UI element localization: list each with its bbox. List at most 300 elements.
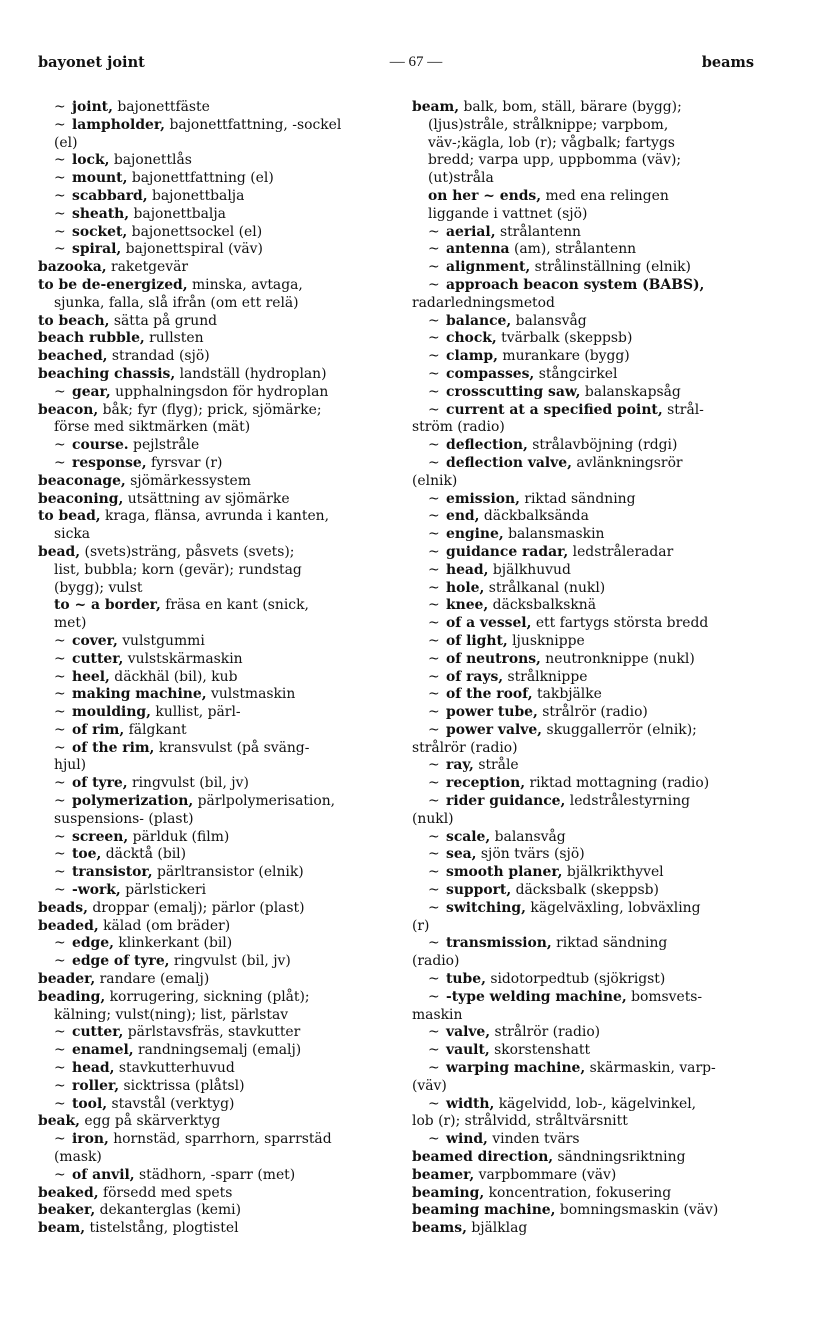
translation: stavstål (verktyg) [107,1095,235,1112]
dictionary-entry [38,117,398,135]
swung-dash: ~ [428,241,440,258]
translation: städhorn, -sparr (met) [134,1166,296,1183]
dictionary-entry [412,1185,764,1203]
translation: bredd; varpa upp, uppbomma (väv); [428,152,682,169]
swung-dash: ~ [428,330,440,347]
dictionary-entry [412,366,764,384]
dictionary-entry [38,900,398,918]
headword: mount, [72,170,128,187]
headword: tube, [446,971,486,988]
headword: aerial, [446,223,496,240]
translation: rullsten [144,330,204,347]
headword: joint, [72,99,113,115]
headword: beam, [38,1220,86,1237]
swung-dash: ~ [54,721,66,738]
translation: minska, avtaga, [187,276,303,293]
translation: kullist, pärl- [150,704,241,721]
dictionary-entry [38,277,398,295]
dictionary-entry [38,722,398,740]
page-number: — 67 — [389,54,443,70]
dictionary-entry [412,580,764,598]
translation: (mask) [54,1149,102,1166]
headword: beaker, [38,1202,96,1219]
swung-dash: ~ [428,988,440,1005]
swung-dash: ~ [54,1077,66,1094]
dictionary-entry [38,1060,398,1078]
translation: avlänkningsrör [571,454,683,471]
dictionary-entry [38,1131,398,1149]
translation: balk, bom, ställ, bärare (bygg); [459,99,682,115]
translation: randare (emalj) [95,971,210,988]
swung-dash: ~ [428,597,440,614]
dictionary-entry [38,259,398,277]
translation: riktad sändning [551,935,668,952]
headword: gear, [72,383,111,400]
swung-dash: ~ [54,1060,66,1077]
translation: tistelstång, plogtistel [85,1220,239,1237]
dictionary-entry [412,348,764,366]
translation: sicktrissa (plåtsl) [119,1077,245,1094]
swung-dash: ~ [428,312,440,329]
swung-dash: ~ [428,383,440,400]
headword: beam, [412,99,460,115]
translation: riktad sändning [519,490,636,507]
dictionary-entry [38,473,398,491]
dictionary-entry [412,989,764,1007]
translation: bjälkhuvud [488,561,571,578]
dictionary-entry [38,295,398,313]
translation: båk; fyr (flyg); prick, sjömärke; [98,401,322,418]
headword: power valve, [446,721,543,738]
swung-dash: ~ [54,1131,66,1148]
swung-dash: ~ [54,116,66,133]
dictionary-entry [38,224,398,242]
dictionary-entry [412,1131,764,1149]
swung-dash: ~ [428,971,440,988]
translation: strålrör (radio) [537,704,648,721]
headword: compasses, [446,365,535,382]
translation: ett fartygs största bredd [531,615,709,632]
translation: pärltransistor (elnik) [152,864,304,881]
swung-dash: ~ [54,241,66,258]
headword: support, [446,882,512,899]
headword: of rim, [72,721,125,738]
dictionary-entry [412,402,764,420]
translation: ringvulst (bil, jv) [169,953,291,970]
swung-dash: ~ [428,365,440,382]
headword: beaded, [38,917,99,934]
dictionary-entry [38,846,398,864]
headword: of light, [446,632,508,649]
running-head-left: bayonet joint [38,54,145,71]
swung-dash: ~ [54,775,66,792]
headword: to ~ a border, [54,597,161,614]
headword: to bead, [38,508,101,525]
swung-dash: ~ [428,526,440,543]
dictionary-entry [38,188,398,206]
translation: suspensions- (plast) [54,810,194,827]
translation: pärlpolymerisation, [193,793,336,810]
left-column [38,99,398,1238]
swung-dash: ~ [54,1166,66,1183]
translation: kraga, flänsa, avrunda i kanten, [100,508,330,525]
swung-dash: ~ [54,953,66,970]
translation: bomningsmaskin (väv) [555,1202,719,1219]
dictionary-entry [412,615,764,633]
headword: of the roof, [446,686,533,703]
dictionary-entry [38,99,398,117]
dictionary-entry [412,455,764,473]
swung-dash: ~ [428,828,440,845]
translation: lob (r); strålvidd, stråltvärsnitt [412,1113,628,1130]
translation: förse med siktmärken (mät) [54,419,251,436]
headword: beach rubble, [38,330,145,347]
dictionary-entry [38,135,398,153]
translation: vulstskärmaskin [123,650,243,667]
swung-dash: ~ [428,508,440,525]
swung-dash: ~ [54,739,66,756]
translation: bajonettfäste [112,99,210,115]
headword: beamer, [412,1166,475,1183]
swung-dash: ~ [54,704,66,721]
translation: skorstenshatt [489,1042,591,1059]
translation: sjön tvärs (sjö) [476,846,585,863]
translation: dekanterglas (kemi) [95,1202,242,1219]
headword: cover, [72,632,118,649]
translation: strålkanal (nukl) [484,579,606,596]
translation: kälad (om bräder) [98,917,231,934]
dictionary-entry [412,188,764,206]
dictionary-entry [412,241,764,259]
translation: korrugering, sickning (plåt); [105,988,310,1005]
swung-dash: ~ [428,721,440,738]
swung-dash: ~ [428,348,440,365]
dictionary-entry [412,508,764,526]
swung-dash: ~ [54,864,66,881]
translation: balansvåg [511,312,587,329]
dictionary-entry [38,829,398,847]
headword: cutter, [72,650,124,667]
dictionary-entry [412,918,764,936]
dictionary-entry [412,295,764,313]
translation: bajonettspiral (väv) [121,241,263,258]
swung-dash: ~ [428,935,440,952]
translation: skärmaskin, varp- [585,1060,716,1077]
headword: toe, [72,846,102,863]
translation: (el) [54,134,78,151]
translation: ledstrålestyrning [565,793,691,810]
swung-dash: ~ [428,259,440,276]
headword: response, [72,454,147,471]
swung-dash: ~ [428,668,440,685]
headword: of tyre, [72,775,128,792]
headword: beaconage, [38,472,126,489]
swung-dash: ~ [428,650,440,667]
swung-dash: ~ [428,632,440,649]
swung-dash: ~ [428,864,440,881]
dictionary-entry [38,491,398,509]
headword: clamp, [446,348,498,365]
headword: smooth planer, [446,864,563,881]
translation: radarledningsmetod [412,294,555,311]
headword: on her ~ ends, [428,187,542,204]
headword: heel, [72,668,110,685]
dictionary-entry [38,775,398,793]
translation: randningsemalj (emalj) [133,1042,302,1059]
swung-dash: ~ [428,1095,440,1112]
swung-dash: ~ [428,686,440,703]
headword: socket, [72,223,128,240]
translation: sjömärkessystem [125,472,251,489]
dictionary-entry [38,757,398,775]
dictionary-entry [412,864,764,882]
translation: tvärbalk (skeppsb) [496,330,633,347]
headword: antenna [446,241,510,258]
dictionary-entry [38,953,398,971]
right-column [412,99,764,1238]
swung-dash: ~ [428,704,440,721]
dictionary-entry [38,366,398,384]
translation: bajonettfattning, -sockel [165,116,342,133]
swung-dash: ~ [54,454,66,471]
dictionary-entry [412,1024,764,1042]
headword: of anvil, [72,1166,135,1183]
headword: approach beacon system (BABS), [446,276,705,293]
translation: däcksbalk (skeppsb) [511,882,659,899]
dictionary-entry [38,918,398,936]
dictionary-entry [412,1220,764,1238]
headword: sheath, [72,205,130,222]
headword: making machine, [72,686,207,703]
dictionary-entry [412,1113,764,1131]
translation: ström (radio) [412,419,505,436]
dictionary-entry [38,1078,398,1096]
dictionary-entry [38,704,398,722]
headword: emission, [446,490,520,507]
dictionary-entry [412,1042,764,1060]
headword: -work, [72,882,121,899]
swung-dash: ~ [54,1095,66,1112]
dictionary-entry [38,740,398,758]
translation: bomsvets- [626,988,703,1005]
dictionary-entry [412,117,764,135]
translation: däckbalksända [479,508,589,525]
dictionary-entry [38,615,398,633]
headword: beader, [38,971,96,988]
swung-dash: ~ [428,846,440,863]
dictionary-entry [38,562,398,580]
swung-dash: ~ [428,1131,440,1148]
translation: droppar (emalj); pärlor (plast) [87,899,305,916]
dictionary-entry [38,686,398,704]
translation: fyrsvar (r) [146,454,223,471]
swung-dash: ~ [54,205,66,222]
translation: klinkerkant (bil) [113,935,233,952]
dictionary-entry [412,829,764,847]
headword: tool, [72,1095,108,1112]
headword: vault, [446,1042,490,1059]
translation: (elnik) [412,472,458,489]
translation: strålantenn [495,223,581,240]
headword: chock, [446,330,497,347]
translation: (r) [412,917,430,934]
headword: width, [446,1095,495,1112]
dictionary-entry [38,348,398,366]
dictionary-entry [412,313,764,331]
headword: beaming, [412,1184,485,1201]
headword: beached, [38,348,108,365]
translation: neutronknippe (nukl) [540,650,695,667]
dictionary-entry [412,597,764,615]
headword: beams, [412,1220,467,1237]
swung-dash: ~ [428,793,440,810]
translation: sändningsriktning [553,1149,686,1166]
translation: raketgevär [106,259,189,276]
translation: strandad (sjö) [107,348,210,365]
translation: riktad mottagning (radio) [525,775,710,792]
swung-dash: ~ [54,99,66,115]
dictionary-entry [412,259,764,277]
translation: strålavböjning (rdgi) [527,437,678,454]
translation: (nukl) [412,810,454,827]
headword: lampholder, [72,116,166,133]
headword: to be de-energized, [38,276,188,293]
headword: deflection valve, [446,454,572,471]
dictionary-entry [38,1042,398,1060]
swung-dash: ~ [428,775,440,792]
headword: edge of tyre, [72,953,170,970]
translation: kransvulst (på sväng- [154,739,310,756]
swung-dash: ~ [54,437,66,454]
swung-dash: ~ [428,276,440,293]
swung-dash: ~ [54,650,66,667]
dictionary-entry [412,1096,764,1114]
dictionary-entry [38,971,398,989]
dictionary-entry [412,1060,764,1078]
dictionary-entry [38,1149,398,1167]
dictionary-entry [38,882,398,900]
headword: beading, [38,988,106,1005]
swung-dash: ~ [54,686,66,703]
dictionary-entry [38,580,398,598]
dictionary-entry [38,455,398,473]
translation: stångcirkel [534,365,618,382]
translation: hornstäd, sparrhorn, sparrstäd [108,1131,332,1148]
dictionary-entry [38,669,398,687]
swung-dash: ~ [428,437,440,454]
dictionary-entry [412,437,764,455]
translation: väv-;kägla, lob (r); vågbalk; fartygs [428,134,675,151]
headword: beaming machine, [412,1202,556,1219]
dictionary-entry [38,1096,398,1114]
translation: balansmaskin [503,526,605,543]
dictionary-entry [412,1149,764,1167]
headword: beads, [38,899,88,916]
translation: pejlstråle [128,437,200,454]
running-head-right: beams [701,54,754,71]
dictionary-entry [38,402,398,420]
swung-dash: ~ [54,632,66,649]
dictionary-entry [38,384,398,402]
translation: sjunka, falla, slå ifrån (om ett relä) [54,294,299,311]
swung-dash: ~ [428,1024,440,1041]
swung-dash: ~ [428,543,440,560]
dictionary-entry [38,419,398,437]
headword: warping machine, [446,1060,586,1077]
headword: beaked, [38,1184,99,1201]
translation: murankare (bygg) [497,348,630,365]
translation: varpbommare (väv) [474,1166,617,1183]
headword: head, [446,561,489,578]
translation: ledstråleradar [568,543,674,560]
dictionary-entry [412,793,764,811]
translation: pärlstickeri [120,882,207,899]
dictionary-entry [38,811,398,829]
swung-dash: ~ [428,454,440,471]
swung-dash: ~ [54,187,66,204]
translation: bjälklag [466,1220,528,1237]
dictionary-entry [412,526,764,544]
swung-dash: ~ [54,935,66,952]
dictionary-entry [38,526,398,544]
headword: hole, [446,579,485,596]
translation: strålinställning (elnik) [530,259,691,276]
dictionary-entry [38,651,398,669]
headword: scale, [446,828,491,845]
dictionary-entry [412,419,764,437]
translation: sidotorpedtub (sjökrigst) [485,971,666,988]
headword: beacon, [38,401,99,418]
translation: skuggallerrör (elnik); [542,721,697,738]
headword: ray, [446,757,474,774]
translation: maskin [412,1006,463,1023]
headword: course. [72,437,129,454]
swung-dash: ~ [428,579,440,596]
translation: däcktå (bil) [101,846,187,863]
translation: (väv) [412,1077,447,1094]
translation: kägelväxling, lobväxling [525,899,701,916]
dictionary-entry [412,330,764,348]
swung-dash: ~ [428,223,440,240]
translation: med ena relingen [541,187,669,204]
translation: balansvåg [490,828,566,845]
headword: spiral, [72,241,122,258]
translation: bajonettbalja [129,205,226,222]
dictionary-entry [38,330,398,348]
headword: of a vessel, [446,615,532,632]
dictionary-entry [412,953,764,971]
swung-dash: ~ [428,615,440,632]
dictionary-entry [38,633,398,651]
dictionary-entry [412,704,764,722]
swung-dash: ~ [54,828,66,845]
dictionary-entry [38,206,398,224]
translation: egg på skärverktyg [80,1113,221,1130]
swung-dash: ~ [428,1042,440,1059]
translation: liggande i vattnet (sjö) [428,205,588,222]
dictionary-entry [38,597,398,615]
dictionary-entry [38,241,398,259]
dictionary-entry [412,99,764,117]
translation: takbjälke [532,686,602,703]
headword: alignment, [446,259,531,276]
swung-dash: ~ [54,793,66,810]
dictionary-entry [412,1202,764,1220]
dictionary-entry [38,1185,398,1203]
translation: vulstgummi [117,632,205,649]
translation: strålknippe [503,668,588,685]
headword: wind, [446,1131,488,1148]
